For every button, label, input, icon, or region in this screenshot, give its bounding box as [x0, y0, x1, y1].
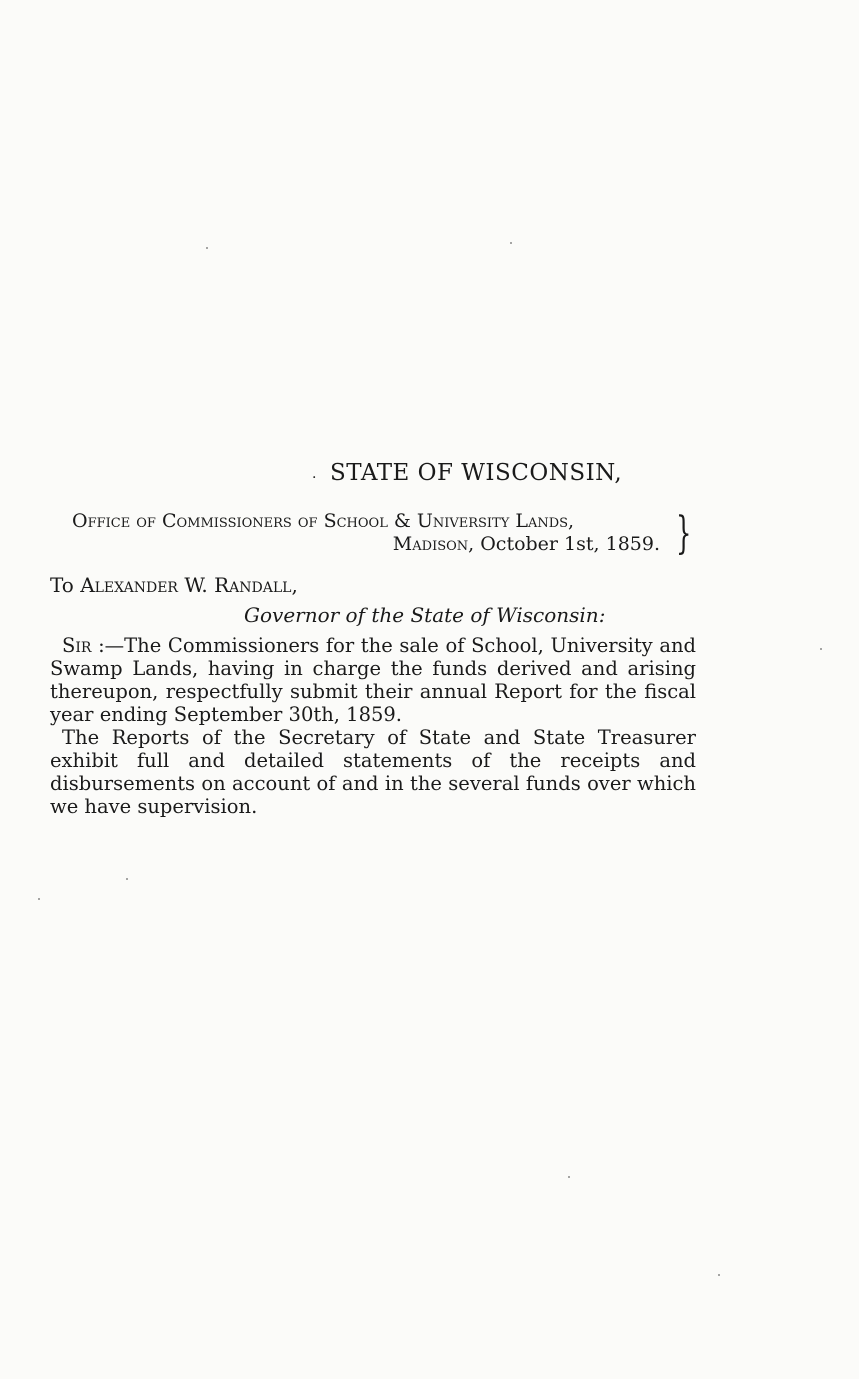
paragraph-1 — [50, 634, 696, 726]
date-place: Madison, — [392, 533, 475, 555]
scan-speck — [568, 1176, 570, 1178]
office-line: Office of Commissioners of School & University Lands, — [72, 510, 575, 532]
governor-title: Governor of the State of Wisconsin: — [244, 603, 606, 627]
addressee-line — [50, 573, 298, 597]
date-text: October 1st, 1859. — [474, 533, 660, 555]
addressee-surname: Randall, — [214, 573, 298, 597]
paragraph-1-text: :—The Commissioners for the sale of School, University and Swamp Lands, having in charge the funds derived and arising thereupon, respectfully submit their annual Report for the fiscal year ending September 30th, 1859. — [50, 634, 696, 726]
addressee-middle: W. — [177, 573, 215, 597]
scan-speck — [206, 247, 208, 249]
addressee-first-name: Alexander — [80, 573, 178, 597]
salutation: Sir — [62, 634, 92, 657]
scan-speck — [820, 648, 822, 650]
scan-speck — [510, 242, 512, 244]
scan-speck — [38, 898, 40, 900]
brace-mark: } — [676, 508, 692, 559]
page-heading: STATE OF WISCONSIN, — [330, 460, 623, 486]
scan-speck — [718, 1274, 720, 1276]
addressee-to: To — [50, 573, 81, 597]
date-line — [72, 533, 692, 556]
scan-speck — [126, 878, 128, 880]
letter-body — [50, 634, 696, 818]
paragraph-2: The Reports of the Secretary of State and State Treasurer exhibit full and detailed statements of the receipts and disbursements on account of and in the several funds over which we have supervision. — [50, 726, 696, 818]
office-address-block — [72, 508, 692, 559]
heading-mark: · — [312, 470, 317, 486]
